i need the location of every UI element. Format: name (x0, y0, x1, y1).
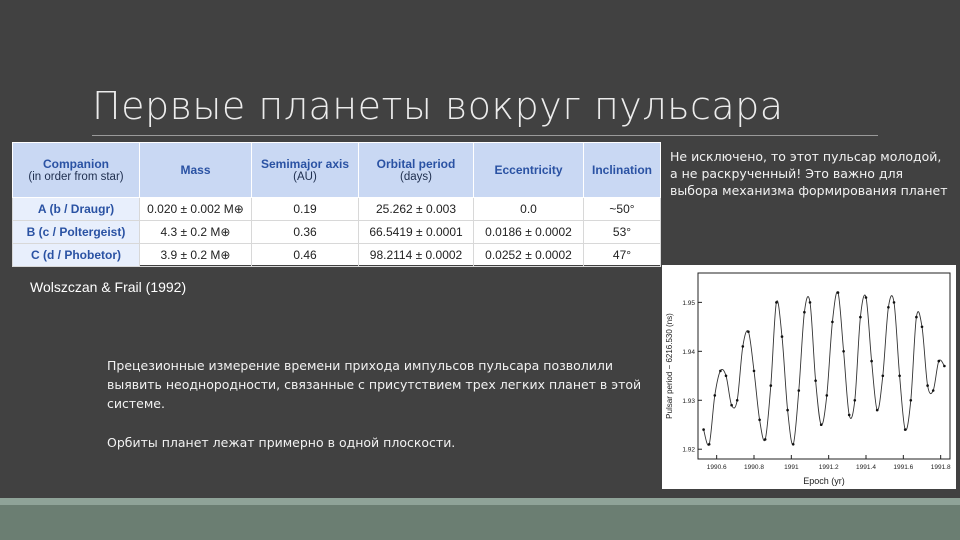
planet-table-grid (12, 142, 661, 267)
header-eccentricity: Eccentricity (474, 143, 584, 198)
x-tick-label: 1991.8 (930, 464, 951, 471)
data-point (887, 306, 890, 309)
data-point (921, 326, 924, 329)
table-cell: 66.5419 ± 0.0001 (359, 221, 474, 244)
planet-table (12, 142, 661, 265)
table-cell: B (c / Poltergeist) (13, 221, 140, 244)
data-point (898, 375, 901, 378)
paragraph-timing: Прецезионные измерение времени прихода импульсов пульсара позволили выявить неоднородности, связанные с присутствием трех легких планет в этой системе. (107, 358, 642, 411)
data-point (770, 384, 773, 387)
plot-frame (698, 273, 950, 459)
data-point (702, 428, 705, 431)
y-tick-label: 1.92 (682, 446, 695, 454)
reference-citation: Wolszczan & Frail (1992) (30, 279, 187, 295)
footer-band (0, 505, 960, 540)
table-cell: 0.46 (252, 244, 359, 267)
data-point (708, 443, 711, 446)
data-point (831, 321, 834, 324)
table-cell: 53° (584, 221, 661, 244)
table-cell: 4.3 ± 0.2 M⊕ (140, 221, 252, 244)
data-point (814, 379, 817, 382)
data-point (803, 311, 806, 314)
data-point (854, 399, 857, 402)
y-tick-label: 1.93 (682, 397, 695, 405)
table-cell: 0.0186 ± 0.0002 (474, 221, 584, 244)
data-point (775, 301, 778, 304)
x-axis-label: Epoch (yr) (803, 476, 845, 486)
table-cell: C (d / Phobetor) (13, 244, 140, 267)
header-semimajor-axis: Semimajor axis (AU) (252, 143, 359, 198)
table-cell: 3.9 ± 0.2 M⊕ (140, 244, 252, 267)
table-row (13, 198, 661, 221)
data-point (798, 389, 801, 392)
data-point (865, 296, 868, 299)
data-point (786, 409, 789, 412)
data-point (943, 365, 946, 368)
table-cell: ~50° (584, 198, 661, 221)
data-point (742, 345, 745, 348)
data-point (926, 384, 929, 387)
data-point (893, 301, 896, 304)
data-point (730, 404, 733, 407)
table-cell: 0.0 (474, 198, 584, 221)
x-tick-label: 1990.6 (706, 464, 727, 471)
table-cell: A (b / Draugr) (13, 198, 140, 221)
data-point (859, 316, 862, 319)
table-header-row (13, 143, 661, 198)
data-point (781, 335, 784, 338)
data-point (870, 360, 873, 363)
table-row (13, 244, 661, 267)
paragraph-orbits: Орбиты планет лежат примерно в одной плоскости. (107, 435, 456, 450)
x-tick-label: 1990.8 (744, 464, 764, 471)
data-point (910, 399, 913, 402)
table-cell: 0.19 (252, 198, 359, 221)
pulsar-period-plot (662, 265, 956, 489)
data-point (747, 330, 750, 333)
data-point (736, 399, 739, 402)
pulsar-period-chart (662, 265, 956, 489)
table-cell: 0.36 (252, 221, 359, 244)
x-tick-label: 1991 (784, 464, 799, 471)
data-point (820, 423, 823, 426)
x-tick-label: 1991.4 (856, 464, 876, 471)
y-tick-label: 1.95 (682, 299, 695, 307)
title-underline (92, 135, 878, 136)
data-point (938, 360, 941, 363)
data-point (837, 291, 840, 294)
data-point (876, 409, 879, 412)
table-cell: 98.2114 ± 0.0002 (359, 244, 474, 267)
data-point (904, 428, 907, 431)
slide-title: Первые планеты вокруг пульсара (92, 84, 784, 128)
side-note: Не исключено, то этот пульсар молодой, а не раскрученный! Это важно для выбора механизма формирования планет (670, 149, 948, 198)
y-tick-label: 1.94 (682, 348, 695, 356)
data-point (842, 350, 845, 353)
table-row (13, 221, 661, 244)
header-mass: Mass (140, 143, 252, 198)
body-text (107, 356, 652, 452)
data-point (764, 438, 767, 441)
data-point (809, 301, 812, 304)
table-cell: 0.020 ± 0.002 M⊕ (140, 198, 252, 221)
header-orbital-period: Orbital period (days) (359, 143, 474, 198)
data-point (792, 443, 795, 446)
data-point (725, 375, 728, 378)
footer-band-light (0, 498, 960, 505)
data-point (848, 414, 851, 417)
y-axis-label: Pulsar period − 6216.530 (ns) (665, 313, 674, 419)
series-line (704, 292, 945, 446)
table-cell: 47° (584, 244, 661, 267)
table-cell: 25.262 ± 0.003 (359, 198, 474, 221)
data-point (882, 375, 885, 378)
data-point (932, 389, 935, 392)
table-cell: 0.0252 ± 0.0002 (474, 244, 584, 267)
data-point (758, 419, 761, 422)
data-point (753, 370, 756, 373)
data-point (826, 394, 829, 397)
data-point (915, 316, 918, 319)
data-point (719, 370, 722, 373)
x-tick-label: 1991.2 (818, 464, 839, 471)
header-companion: Companion (in order from star) (13, 143, 140, 198)
data-point (714, 394, 717, 397)
header-inclination: Inclination (584, 143, 661, 198)
x-tick-label: 1991.6 (893, 464, 914, 471)
